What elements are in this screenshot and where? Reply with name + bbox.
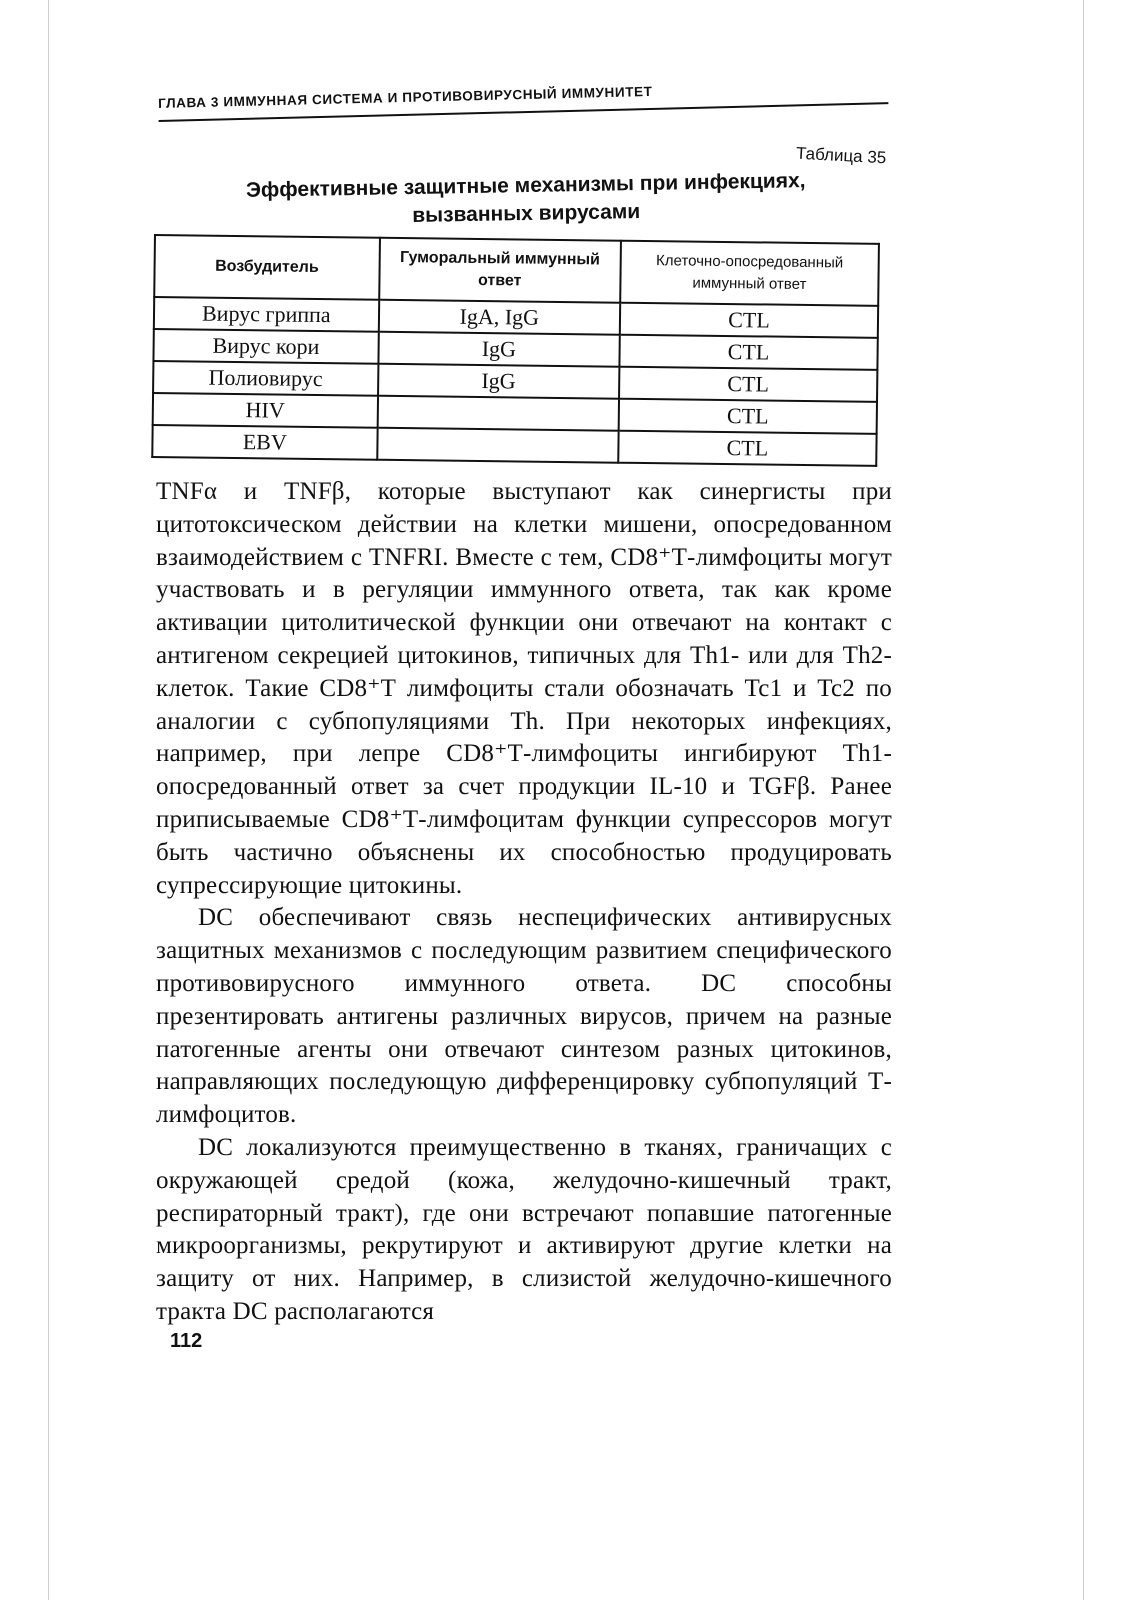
header-pathogen: Возбудитель [154, 235, 379, 300]
cell-humoral [377, 396, 619, 431]
cell-pathogen: Вирус кори [153, 329, 378, 364]
table-title-line-2: вызванных вирусами [412, 200, 641, 227]
cell-cellular: CTL [619, 367, 877, 402]
table-title-line-1: Эффективные защитные механизмы при инфекциях, [245, 169, 806, 202]
cell-pathogen: EBV [152, 425, 377, 460]
paragraph: DC обеспечивают связь неспецифических антивирусных защитных механизмов с последующим развитием специфического противовирусного иммунного ответа. DC способны презентировать антигены различных вирусов, причем на разные патогенные агенты они отвечают синтезом разных цитокинов, направляющих последующую дифференцировку субпопуляций Т-лимфоцитов. [156, 904, 892, 1129]
virus-defense-table [151, 234, 880, 467]
cell-humoral [377, 428, 619, 463]
cell-humoral: IgA, IgG [378, 300, 620, 335]
header-humoral: Гуморальный иммунный ответ [379, 238, 621, 303]
cell-cellular: CTL [619, 399, 877, 434]
cell-cellular: CTL [619, 335, 877, 370]
cell-pathogen: Вирус гриппа [154, 297, 379, 332]
cell-cellular: CTL [618, 431, 876, 466]
running-head-text: ГЛАВА 3 ИММУННАЯ СИСТЕМА И ПРОТИВОВИРУСНЫЙ ИММУНИТЕТ [158, 83, 653, 111]
body-text [156, 476, 892, 1329]
table-title [158, 166, 895, 235]
cell-humoral: IgG [378, 332, 620, 367]
cell-humoral: IgG [378, 364, 620, 399]
paragraph: DC локализуются преимущественно в тканях, граничащих с окружающей средой (кожа, желудочно-кишечный тракт, респираторный тракт), где они встречают попавшие патогенные микроорганизмы, рекрутируют и активируют другие клетки на защиту от них. Например, в слизистой желудочно-кишечного тракта DC располагаются [156, 1133, 892, 1325]
table-header-row [154, 235, 879, 306]
book-page [156, 83, 894, 1416]
paragraph: TNFα и TNFβ, которые выступают как синергисты при цитотоксическом действии на клетки мишени, опосредованном взаимодействием с TNFRI. Вместе с тем, CD8⁺Т-лимфоциты могут участвовать и в регуляции иммунного ответа, так как кроме активации цитолитической функции они отвечают на контакт с антигеном секрецией цитокинов, типичных для Th1- или для Th2-клеток. Такие CD8⁺Т лимфоциты стали обозначать Tc1 и Tc2 по аналогии с субпопуляциями Th. При некоторых инфекциях, например, при лепре CD8⁺Т-лимфоциты ингибируют Th1-опосредованный ответ за счет продукции IL-10 и TGFβ. Ранее приписываемые CD8⁺Т-лимфоцитам функции супрессоров могут быть частично объяснены их способностью продуцировать супрессирующие цитокины. [156, 478, 892, 899]
cell-pathogen: Полиовирус [153, 361, 378, 396]
table-container [151, 234, 880, 467]
cell-pathogen: HIV [153, 393, 378, 428]
table-number: Таблица 35 [795, 143, 887, 168]
page-number: 112 [170, 1330, 203, 1352]
cell-cellular: CTL [620, 303, 878, 338]
header-cellular: Клеточно-опосредованный иммунный ответ [620, 241, 879, 306]
